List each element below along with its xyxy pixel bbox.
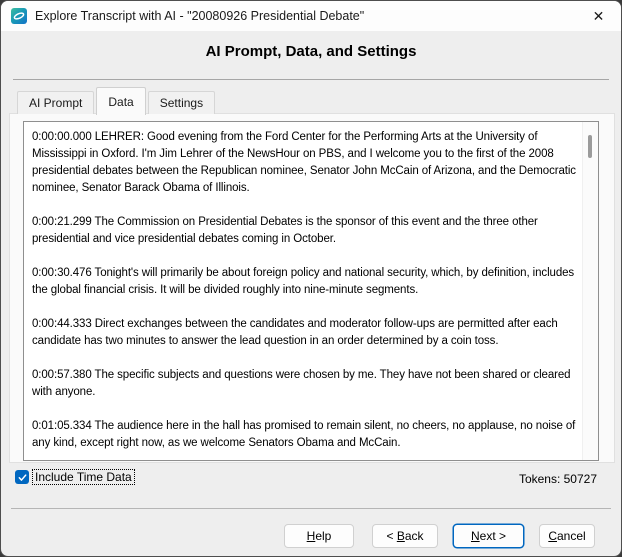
cancel-button[interactable]: Cancel [539,524,595,548]
page-title: AI Prompt, Data, and Settings [205,43,417,60]
help-button[interactable]: Help [284,524,354,548]
timestamp: 0:00:00.000 [32,131,92,143]
transcript-paragraph [32,129,579,197]
transcript-paragraph [32,214,579,248]
timestamp: 0:00:57.380 [32,369,92,381]
footer-divider [11,508,611,509]
vertical-scrollbar[interactable] [582,122,598,460]
transcript-textbox[interactable] [23,121,599,461]
close-button[interactable]: ✕ [592,7,605,24]
tab-data[interactable]: Data [96,87,145,115]
scrollbar-thumb[interactable] [588,135,592,158]
include-time-data-row [15,470,134,484]
paragraph-text: The audience here in the hall has promised to remain silent, no cheers, no applause, no noise of any kind, except right now, as we welcome Senators Obama and McCain. [32,420,576,449]
timestamp: 0:00:30.476 [32,267,92,279]
tab-strip [17,86,217,114]
tab-ai-prompt[interactable]: AI Prompt [17,91,94,114]
back-button[interactable]: < Back [372,524,438,548]
paragraph-text: LEHRER: Good evening from the Ford Center for the Performing Arts at the University of Mississippi in Oxford. I'm Jim Lehrer of the NewsHour on PBS, and I welcome you to the first of the 2008 presidential debates between the Republican nominee, Senator John McCain of Arizona, and the Democratic nominee, Senator Barack Obama of Illinois. [32,131,576,194]
transcript-paragraph [32,316,579,350]
tokens-count: Tokens: 50727 [518,472,597,486]
next-button[interactable]: Next > [453,524,524,548]
transcript-paragraph [32,418,579,452]
swoosh-icon [12,9,26,23]
paragraph-text: Tonight's will primarily be about foreign policy and national security, which, by definition, includes the global financial crisis. It will be divided roughly into nine-minute segments. [32,267,575,296]
timestamp: 0:01:05.334 [32,420,92,432]
window-title: Explore Transcript with AI - "20080926 Presidential Debate" [35,9,365,23]
header-divider [13,79,609,80]
timestamp: 0:00:44.333 [32,318,92,330]
checkmark-icon [17,472,28,483]
transcript-text [24,122,583,460]
paragraph-text: Direct exchanges between the candidates and moderator follow-ups are permitted after each candidate has two minutes to answer the lead question in an order determined by a coin toss. [32,318,558,347]
include-time-data-checkbox[interactable] [15,470,29,484]
title-bar[interactable] [1,1,621,31]
timestamp: 0:00:21.299 [32,216,92,228]
paragraph-text: The specific subjects and questions were chosen by me. They have not been shared or cleared with anyone. [32,369,571,398]
include-time-data-label[interactable]: Include Time Data [35,470,132,484]
transcript-paragraph [32,367,579,401]
tab-settings[interactable]: Settings [148,91,215,114]
app-icon [11,8,27,24]
paragraph-text: The Commission on Presidential Debates is the sponsor of this event and the three other presidential and vice presidential debates coming in October. [32,216,538,245]
transcript-paragraph [32,265,579,299]
